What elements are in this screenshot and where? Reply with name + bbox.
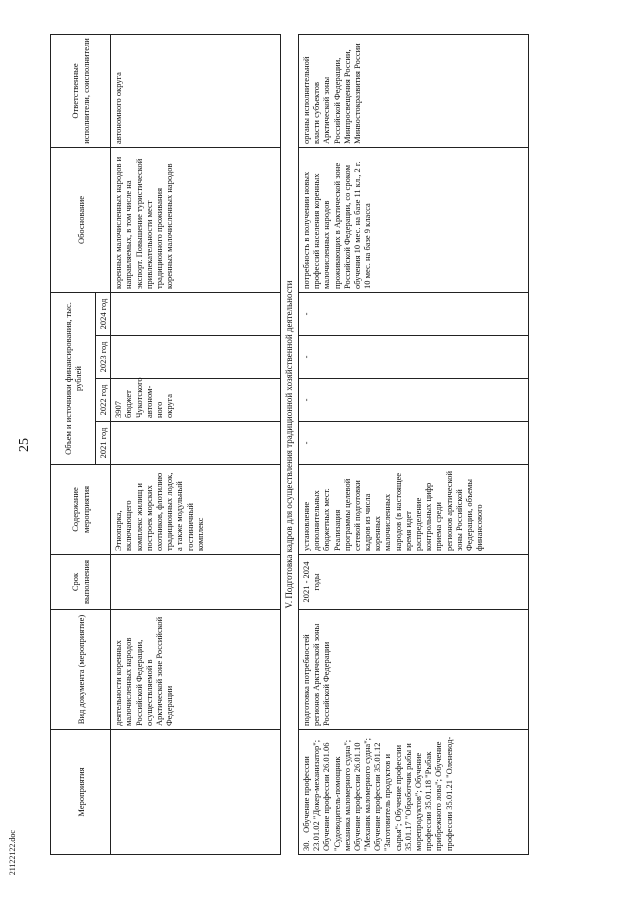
cell-activity xyxy=(111,730,281,855)
rotated-table-container xyxy=(50,35,610,855)
section-header-row xyxy=(281,35,299,855)
cell-2024: - xyxy=(298,293,528,336)
header-responsible: Ответственные исполнители, соисполнители xyxy=(51,35,111,148)
header-year-2022: 2022 год xyxy=(96,379,111,422)
header-year-2021: 2021 год xyxy=(96,422,111,465)
header-deadline: Срок выполнения xyxy=(51,555,111,610)
header-justification: Обоснование xyxy=(51,148,111,293)
header-content: Содержание мероприятия xyxy=(51,465,111,555)
cell-justification: потребность в получении новых профессий населения коренных малочисленных народов проживающих в Арктической зоне Российской Федерации, со сроком обучения 10 мес. на базе 11 кл., 2 г. 10 мес. на базе 9 класса xyxy=(298,148,528,293)
header-year-2023: 2023 год xyxy=(96,336,111,379)
header-year-2024: 2024 год xyxy=(96,293,111,336)
table-row xyxy=(111,35,281,855)
activity-text: Обучение профессии 23.01.02 "Докер-механизатор"; Обучение профессии 26.01.06 "Судоводитель-помощник механика маломерного судна"; Обучение профессии 26.01.10 "Механик маломерного судна"; Обучение профессии 35.01.12 "Заготовитель продуктов и сырья"; Обучение профессии 35.01.17 "Обработчик рыбы и морепродуктов"; Обучение профессии 35.01.18 "Рыбак прибрежного лова"; Обучение профессии 35.01.21 "Оленевод- xyxy=(300,736,454,851)
page-number: 25 xyxy=(17,438,32,452)
cell-doc-type: подготовка потребностей регионов Арктической зоны Российской Федерации xyxy=(298,610,528,730)
header-activity: Мероприятия xyxy=(51,730,111,855)
cell-doc-type: деятельности коренных малочисленных народов Российской Федерации, осуществляемой в Арктической зоне Российской Федерации xyxy=(111,610,281,730)
cell-2022: 3907 бюджет Чукотского автоном-ного округа xyxy=(111,379,281,422)
cell-2022: - xyxy=(298,379,528,422)
cell-content: Этнопарка, включающего комплекс жилищ и построек морских охотников, флотилию традиционных лодок, а также модульный гостиничный комплекс xyxy=(111,465,281,555)
row-number: 30. xyxy=(300,840,311,851)
table-row xyxy=(298,35,528,855)
cell-2021: - xyxy=(298,422,528,465)
cell-deadline xyxy=(111,555,281,610)
cell-2021 xyxy=(111,422,281,465)
cell-content: установление дополнительных бюджетных мест. Реализация программы целевой сетевой подготовки кадров из числа коренных малочисленных народов (в настоящее время идет распределение контрольных цифр приема среди регионов арктической зоны Российской Федерации, объемы финансового xyxy=(298,465,528,555)
document-footer: 21122122.doc xyxy=(8,830,17,876)
cell-justification: коренных малочисленных народов и направляемых, в том числе на экспорт. Повышение туристической привлекательности мест традиционного проживания коренных малочисленных народов xyxy=(111,148,281,293)
activities-table xyxy=(50,34,529,855)
cell-2023 xyxy=(111,336,281,379)
cell-deadline: 2021 - 2024 годы xyxy=(298,555,528,610)
cell-activity xyxy=(298,730,528,855)
header-doc-type: Вид документа (мероприятие) xyxy=(51,610,111,730)
header-funding: Объем и источники финансирования, тыс. рублей xyxy=(51,293,96,465)
cell-2024 xyxy=(111,293,281,336)
cell-responsible: автономного округа xyxy=(111,35,281,148)
cell-2023: - xyxy=(298,336,528,379)
section-title: V. Подготовка кадров для осуществления традиционной хозяйственной деятельности xyxy=(281,35,299,855)
cell-responsible: органы исполнительной власти субъектов Арктической зоны Российской Федерации, Минпросвещения России, Минвостокразвития России xyxy=(298,35,528,148)
